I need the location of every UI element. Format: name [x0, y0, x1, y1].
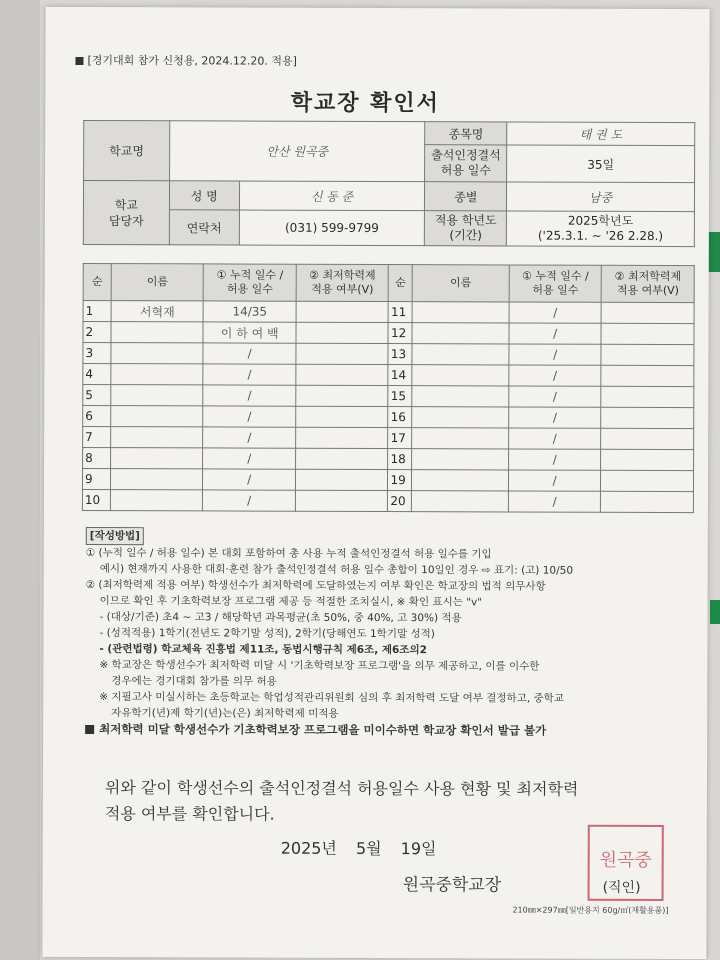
- table-row: [83, 405, 694, 428]
- warning-text: 최저학력 미달 학생선수가 기초학력보장 프로그램을 미이수하면 학교장 확인서 발급 불가: [99, 722, 547, 738]
- row-no: 13: [388, 344, 412, 365]
- row-days: /: [509, 323, 602, 344]
- row-min: [296, 448, 389, 469]
- row-days: /: [509, 386, 602, 407]
- row-min: [601, 365, 694, 386]
- document-paper: [42, 7, 709, 959]
- row-no: 19: [388, 470, 412, 491]
- row-min: [295, 469, 388, 490]
- table-row: [83, 300, 694, 323]
- row-days: 14/35: [204, 301, 297, 322]
- row-no: 15: [388, 386, 412, 407]
- background-left: [0, 0, 40, 960]
- method-line-1: ① (누적 일수 / 허용 일수) 본 대회 포함하여 총 사용 누적 출석인정결석 허용 일수를 기입: [85, 546, 492, 561]
- row-days: /: [509, 302, 602, 323]
- row-no: 8: [83, 447, 111, 468]
- row-name: [111, 406, 204, 427]
- row-name: 서혁재: [111, 301, 204, 322]
- row-name: [111, 343, 204, 364]
- row-days: /: [508, 449, 601, 470]
- name-value: 신 동 준: [239, 181, 425, 211]
- contact-value: (031) 599-9799: [239, 210, 425, 246]
- table-row: [83, 342, 694, 365]
- row-name: [110, 490, 203, 511]
- row-no: 10: [82, 489, 110, 510]
- table-row: [82, 489, 693, 512]
- row-name: [111, 385, 204, 406]
- row-min: [601, 302, 694, 323]
- row-name: [412, 344, 509, 365]
- confirmation-line-2: 적용 여부를 확인합니다.: [104, 804, 275, 824]
- row-name: [111, 427, 204, 448]
- row-min: [296, 364, 389, 385]
- sport-value: 태 권 도: [507, 122, 695, 146]
- row-name: [111, 322, 204, 343]
- row-days: /: [203, 343, 296, 364]
- form-reference-text: [경기대회 참가 신청용, 2024.12.20. 적용]: [87, 53, 297, 68]
- col-min-left: ② 최저학력제 적용 여부(V): [296, 264, 389, 301]
- row-days: /: [203, 406, 296, 427]
- row-min: [296, 406, 389, 427]
- principal-title: 원곡중학교장: [402, 875, 502, 896]
- school-value: 안산 원곡중: [169, 121, 425, 182]
- row-no: 20: [388, 491, 412, 512]
- table-row: [83, 447, 694, 470]
- method-line-11: 자유학기(년)제 학기(년)는(은) 최저학력제 미적용: [111, 707, 339, 720]
- row-days: /: [509, 365, 602, 386]
- gender-value: 남중: [507, 182, 695, 212]
- col-days-left: ① 누적 일수 / 허용 일수: [204, 264, 297, 301]
- row-name: [412, 491, 509, 512]
- row-name: [111, 448, 204, 469]
- row-name: [412, 302, 509, 323]
- contact-label: 연락처: [169, 210, 239, 245]
- row-name: [412, 449, 509, 470]
- col-min-right: ② 최저학력제 적용 여부(V): [602, 265, 695, 302]
- row-min: [601, 407, 694, 428]
- row-name: [412, 428, 509, 449]
- table-row: [82, 468, 693, 491]
- method-line-2: 예시) 현재까지 사용한 대회·훈련 참가 출석인정결석 허용 일수 총합이 10일인 경우 ⇨ 표기: (고) 10/50: [99, 563, 574, 577]
- row-no: 5: [83, 384, 111, 405]
- row-min: [601, 323, 694, 344]
- list-body: [82, 300, 694, 512]
- row-no: 16: [388, 407, 412, 428]
- row-name: [412, 386, 509, 407]
- year-value: 2025학년도 ('25.3.1. ~ '26 2.28.): [507, 211, 695, 247]
- col-name-right: 이름: [412, 265, 509, 302]
- warning-notice: [85, 721, 695, 739]
- row-days: /: [203, 385, 296, 406]
- table-row: [83, 384, 694, 407]
- method-line-4: 이므로 확인 후 기초학력보장 프로그램 제공 등 적절한 조치실시, ※ 확인 표시는 "v": [99, 595, 483, 609]
- row-no: 17: [388, 428, 412, 449]
- row-days: /: [508, 470, 601, 491]
- row-days: 이 하 여 백: [203, 322, 296, 343]
- row-min: [296, 427, 389, 448]
- row-min: [296, 322, 389, 343]
- confirmation-statement: [105, 775, 685, 829]
- school-label: 학교명: [84, 120, 170, 180]
- row-no: 12: [388, 323, 412, 344]
- row-days: /: [203, 427, 296, 448]
- writing-method: [85, 527, 696, 739]
- square-bullet-icon: [75, 57, 83, 65]
- gender-label: 종별: [425, 182, 507, 211]
- row-days: /: [203, 490, 296, 511]
- col-no-left: 순: [83, 263, 111, 300]
- method-line-10: ※ 지필고사 미실시하는 초등학교는 학업성적관리위원회 심의 후 최저학력 도달 여부 결정하고, 중학교: [99, 691, 564, 705]
- row-no: 18: [388, 449, 412, 470]
- confirmation-line-1: 위와 같이 학생선수의 출석인정결석 허용일수 사용 현황 및 최저학력: [104, 778, 579, 799]
- row-no: 7: [83, 426, 111, 447]
- col-days-right: ① 누적 일수 / 허용 일수: [509, 265, 602, 302]
- row-days: /: [203, 448, 296, 469]
- row-min: [296, 343, 389, 364]
- list-header-row: [83, 263, 694, 302]
- method-line-3: ② (최저학력제 적용 여부) 학생선수가 최저학력에 도달하였는지 여부 확인은 학교장의 법적 의무사항: [85, 578, 546, 593]
- method-line-9: 경우에는 경기대회 참가를 의무 허용: [111, 675, 277, 688]
- row-days: /: [203, 364, 296, 385]
- col-name-left: 이름: [111, 264, 204, 301]
- row-min: [601, 449, 694, 470]
- row-name: [412, 407, 509, 428]
- name-label: 성 명: [169, 181, 239, 210]
- row-min: [601, 491, 694, 512]
- row-no: 1: [83, 300, 111, 321]
- student-list-table: [82, 263, 695, 513]
- row-no: 11: [389, 302, 413, 323]
- col-no-right: 순: [389, 265, 413, 302]
- row-days: /: [509, 428, 602, 449]
- row-name: [412, 470, 509, 491]
- method-line-8: ※ 학교장은 학생선수가 최저학력 미달 시 '기초학력보장 프로그램'을 의무 제공하고, 이를 이수한: [99, 659, 540, 673]
- seal-label: (직인): [602, 879, 641, 896]
- method-line-5: - (대상/기준) 초4 ~ 고3 / 해당학년 과목평균(초 50%, 중 40%, 고 30%) 적용: [99, 611, 462, 625]
- method-line-7: - (관련법령) 학교체육 진흥법 제11조, 동법시행규칙 제6조, 제6조의2: [99, 643, 427, 657]
- row-no: 4: [83, 363, 111, 384]
- row-days: /: [509, 344, 602, 365]
- checkbox-icon: [85, 725, 94, 734]
- row-min: [296, 301, 389, 322]
- table-row: [83, 363, 694, 386]
- row-no: 6: [83, 405, 111, 426]
- row-min: [601, 428, 694, 449]
- row-name: [412, 323, 509, 344]
- row-min: [295, 490, 388, 511]
- paper-spec-footer: 210㎜×297㎜[일반용지 60g/㎡(재활용품)]: [512, 905, 669, 916]
- method-line-6: - (성적적용) 1학기(전년도 2학기말 성적), 2학기(당해연도 1학기말 성적): [99, 627, 435, 641]
- row-no: 2: [83, 321, 111, 342]
- method-heading: [작성방법]: [86, 527, 144, 545]
- issue-date: 2025년 5월 19일: [280, 838, 437, 859]
- form-reference: [75, 52, 296, 69]
- row-days: /: [508, 491, 601, 512]
- row-min: [601, 344, 694, 365]
- staff-label: 학교 담당자: [83, 180, 169, 244]
- table-row: [83, 321, 694, 344]
- allow-days-label: 출석인정결석 허용 일수: [425, 145, 507, 182]
- year-label: 적용 학년도 (기간): [425, 211, 507, 246]
- row-no: 14: [388, 365, 412, 386]
- row-name: [110, 469, 203, 490]
- document-title: 학교장 확인서: [290, 90, 440, 117]
- row-no: 9: [82, 468, 110, 489]
- info-table: [83, 120, 695, 247]
- row-min: [296, 385, 389, 406]
- row-min: [601, 386, 694, 407]
- background-green-strip-lower: [710, 600, 720, 624]
- row-days: /: [203, 469, 296, 490]
- row-days: /: [509, 407, 602, 428]
- row-no: 3: [83, 342, 111, 363]
- row-name: [412, 365, 509, 386]
- sport-label: 종목명: [425, 122, 507, 145]
- official-seal: 원곡중: [588, 825, 664, 901]
- row-name: [111, 364, 204, 385]
- row-min: [601, 470, 694, 491]
- table-row: [83, 426, 694, 449]
- allow-days-value: 35일: [507, 145, 695, 183]
